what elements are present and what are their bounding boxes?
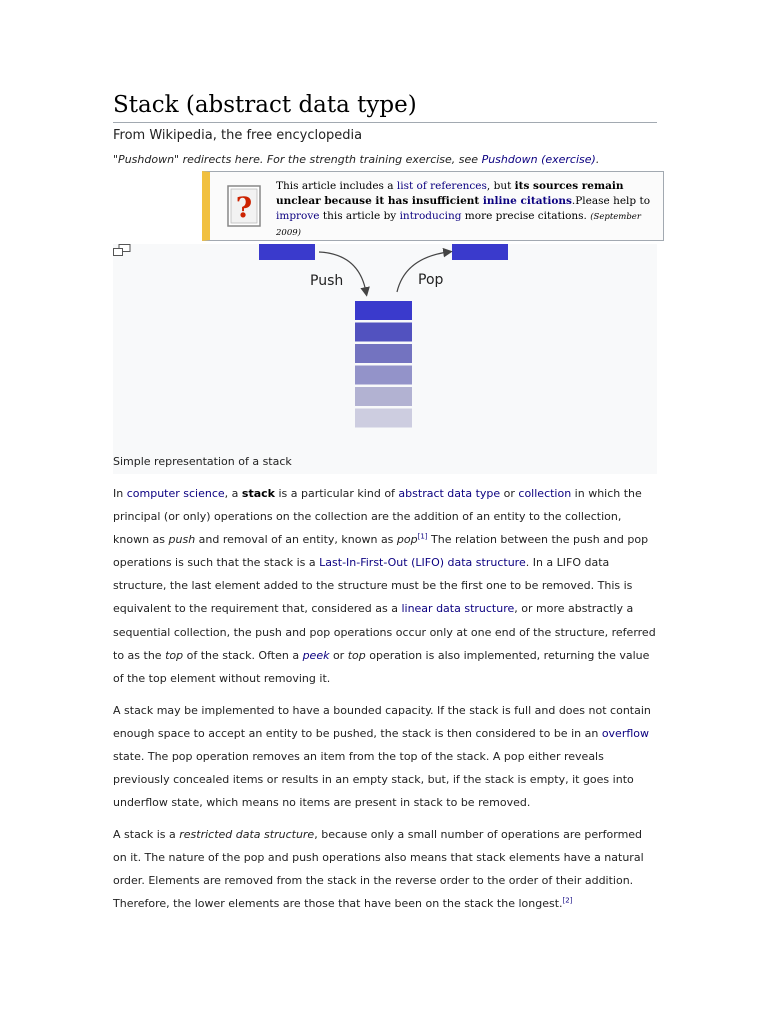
notice-text-4: this article by — [319, 210, 400, 222]
pop-element — [452, 244, 508, 260]
computer-science-link[interactable]: computer science — [126, 487, 225, 500]
notice-bold-text: its sources remain unclear because it has insufficient — [276, 180, 624, 207]
stack-cell — [355, 344, 412, 363]
stack-term: stack — [241, 487, 275, 500]
p1-text-e: in which the principal (or only) operations on the collection are the addition of an entity to the collection, known as — [113, 487, 642, 547]
p1-text-c: is a particular kind of — [274, 487, 399, 500]
stack-cell — [355, 366, 412, 385]
site-tagline: From Wikipedia, the free encyclopedia — [113, 128, 363, 143]
p1-text-j: of the stack. Often a — [183, 648, 303, 662]
p3-text-b: , because only a small number of operations are performed on it. The nature of the pop and push operations also means that stack elements have a natural order. Elements are removed from the stack in the reverse order to the order of their addition. Therefore, the lower elements are those that have been on the stack the longest. — [113, 828, 644, 911]
pushdown-exercise-link[interactable]: Pushdown (exercise) — [481, 153, 596, 166]
overflow-link[interactable]: overflow — [601, 727, 649, 741]
notice-text-1: This article includes a — [276, 180, 397, 192]
figure-caption: Simple representation of a stack — [113, 455, 292, 468]
p2-text-b: state. The pop operation removes an item from the top of the stack. A pop either reveals previously concealed items or results in an empty stack, but, if the stack is empty, it goes into underflow state, which means no items are present in stack to be removed. — [113, 750, 634, 810]
p1-text-k: or — [329, 648, 348, 662]
introducing-link[interactable]: introducing — [399, 210, 462, 222]
hatnote-text: "Pushdown" redirects here. For the strength training exercise, see — [113, 153, 482, 166]
p3-text-a: A stack is a — [113, 828, 180, 841]
p1-text-a: In — [113, 487, 127, 500]
stack-diagram — [113, 244, 657, 434]
stack-cell — [355, 323, 412, 342]
notice-text — [276, 179, 656, 241]
refimprove-notice — [202, 171, 664, 241]
p1-text-g: The relation between the push and pop operations is such that the stack is a — [113, 533, 649, 570]
question-book-icon — [226, 184, 262, 228]
p1-text-b: , a — [224, 487, 242, 500]
top-operation-term: top — [347, 648, 366, 662]
p1-text-d: or — [500, 487, 519, 500]
push-term: push — [168, 533, 196, 547]
citation-1-link[interactable]: [1] — [417, 532, 428, 541]
p1-text-f: and removal of an entity, known as — [195, 533, 397, 547]
restricted-data-structure-term: restricted data structure — [179, 828, 315, 841]
notice-text-5: more precise citations. — [461, 210, 591, 222]
stack-cells — [355, 301, 412, 428]
p1-text-i: , or more abstractly a sequential collection, the push and pop operations occur only at one end of the structure, referred to as the — [113, 602, 656, 662]
p1-text-h: . In a LIFO data structure, the last element added to the structure must be the first one to be removed. This is equivalent to the requirement that, considered as a — [113, 556, 633, 616]
list-of-references-link[interactable]: list of references — [396, 180, 487, 192]
p1-text-m: operation is also implemented, returning the value of the top element without removing it. — [113, 648, 650, 685]
top-term: top — [165, 648, 184, 662]
hatnote — [113, 153, 599, 166]
pop-label: Pop — [418, 272, 444, 288]
p2-text-a: A stack may be implemented to have a bounded capacity. If the stack is full and does not contain enough space to accept an entity to be pushed, the stack is then considered to be in an — [113, 704, 651, 741]
peek-link[interactable]: peek — [302, 648, 330, 662]
pop-term: pop — [396, 533, 418, 547]
page-title: Stack (abstract data type) — [113, 90, 657, 123]
hatnote-suffix: . — [595, 153, 600, 166]
stack-cell — [355, 301, 412, 320]
paragraph-3 — [113, 823, 659, 915]
push-label: Push — [310, 273, 344, 289]
stack-cell — [355, 409, 412, 428]
linear-data-structure-link[interactable]: linear data structure — [401, 602, 515, 616]
notice-text-2: , but — [486, 180, 515, 192]
enlarge-icon[interactable] — [113, 244, 131, 256]
svg-text:?: ? — [235, 191, 253, 224]
citation-2-link[interactable]: [2] — [562, 896, 573, 905]
stack-figure — [113, 244, 657, 474]
paragraph-2 — [113, 699, 659, 814]
inline-citations-link[interactable]: inline citations — [482, 195, 572, 207]
collection-link[interactable]: collection — [518, 487, 572, 500]
abstract-data-type-link[interactable]: abstract data type — [398, 487, 501, 500]
notice-text-3: .Please help to — [571, 195, 651, 207]
lifo-link[interactable]: Last-In-First-Out (LIFO) data structure — [319, 556, 526, 570]
push-element — [259, 244, 315, 260]
paragraph-1 — [113, 482, 659, 690]
improve-link[interactable]: improve — [276, 210, 320, 222]
stack-cell — [355, 387, 412, 406]
notice-date: (September 2009) — [276, 212, 641, 238]
